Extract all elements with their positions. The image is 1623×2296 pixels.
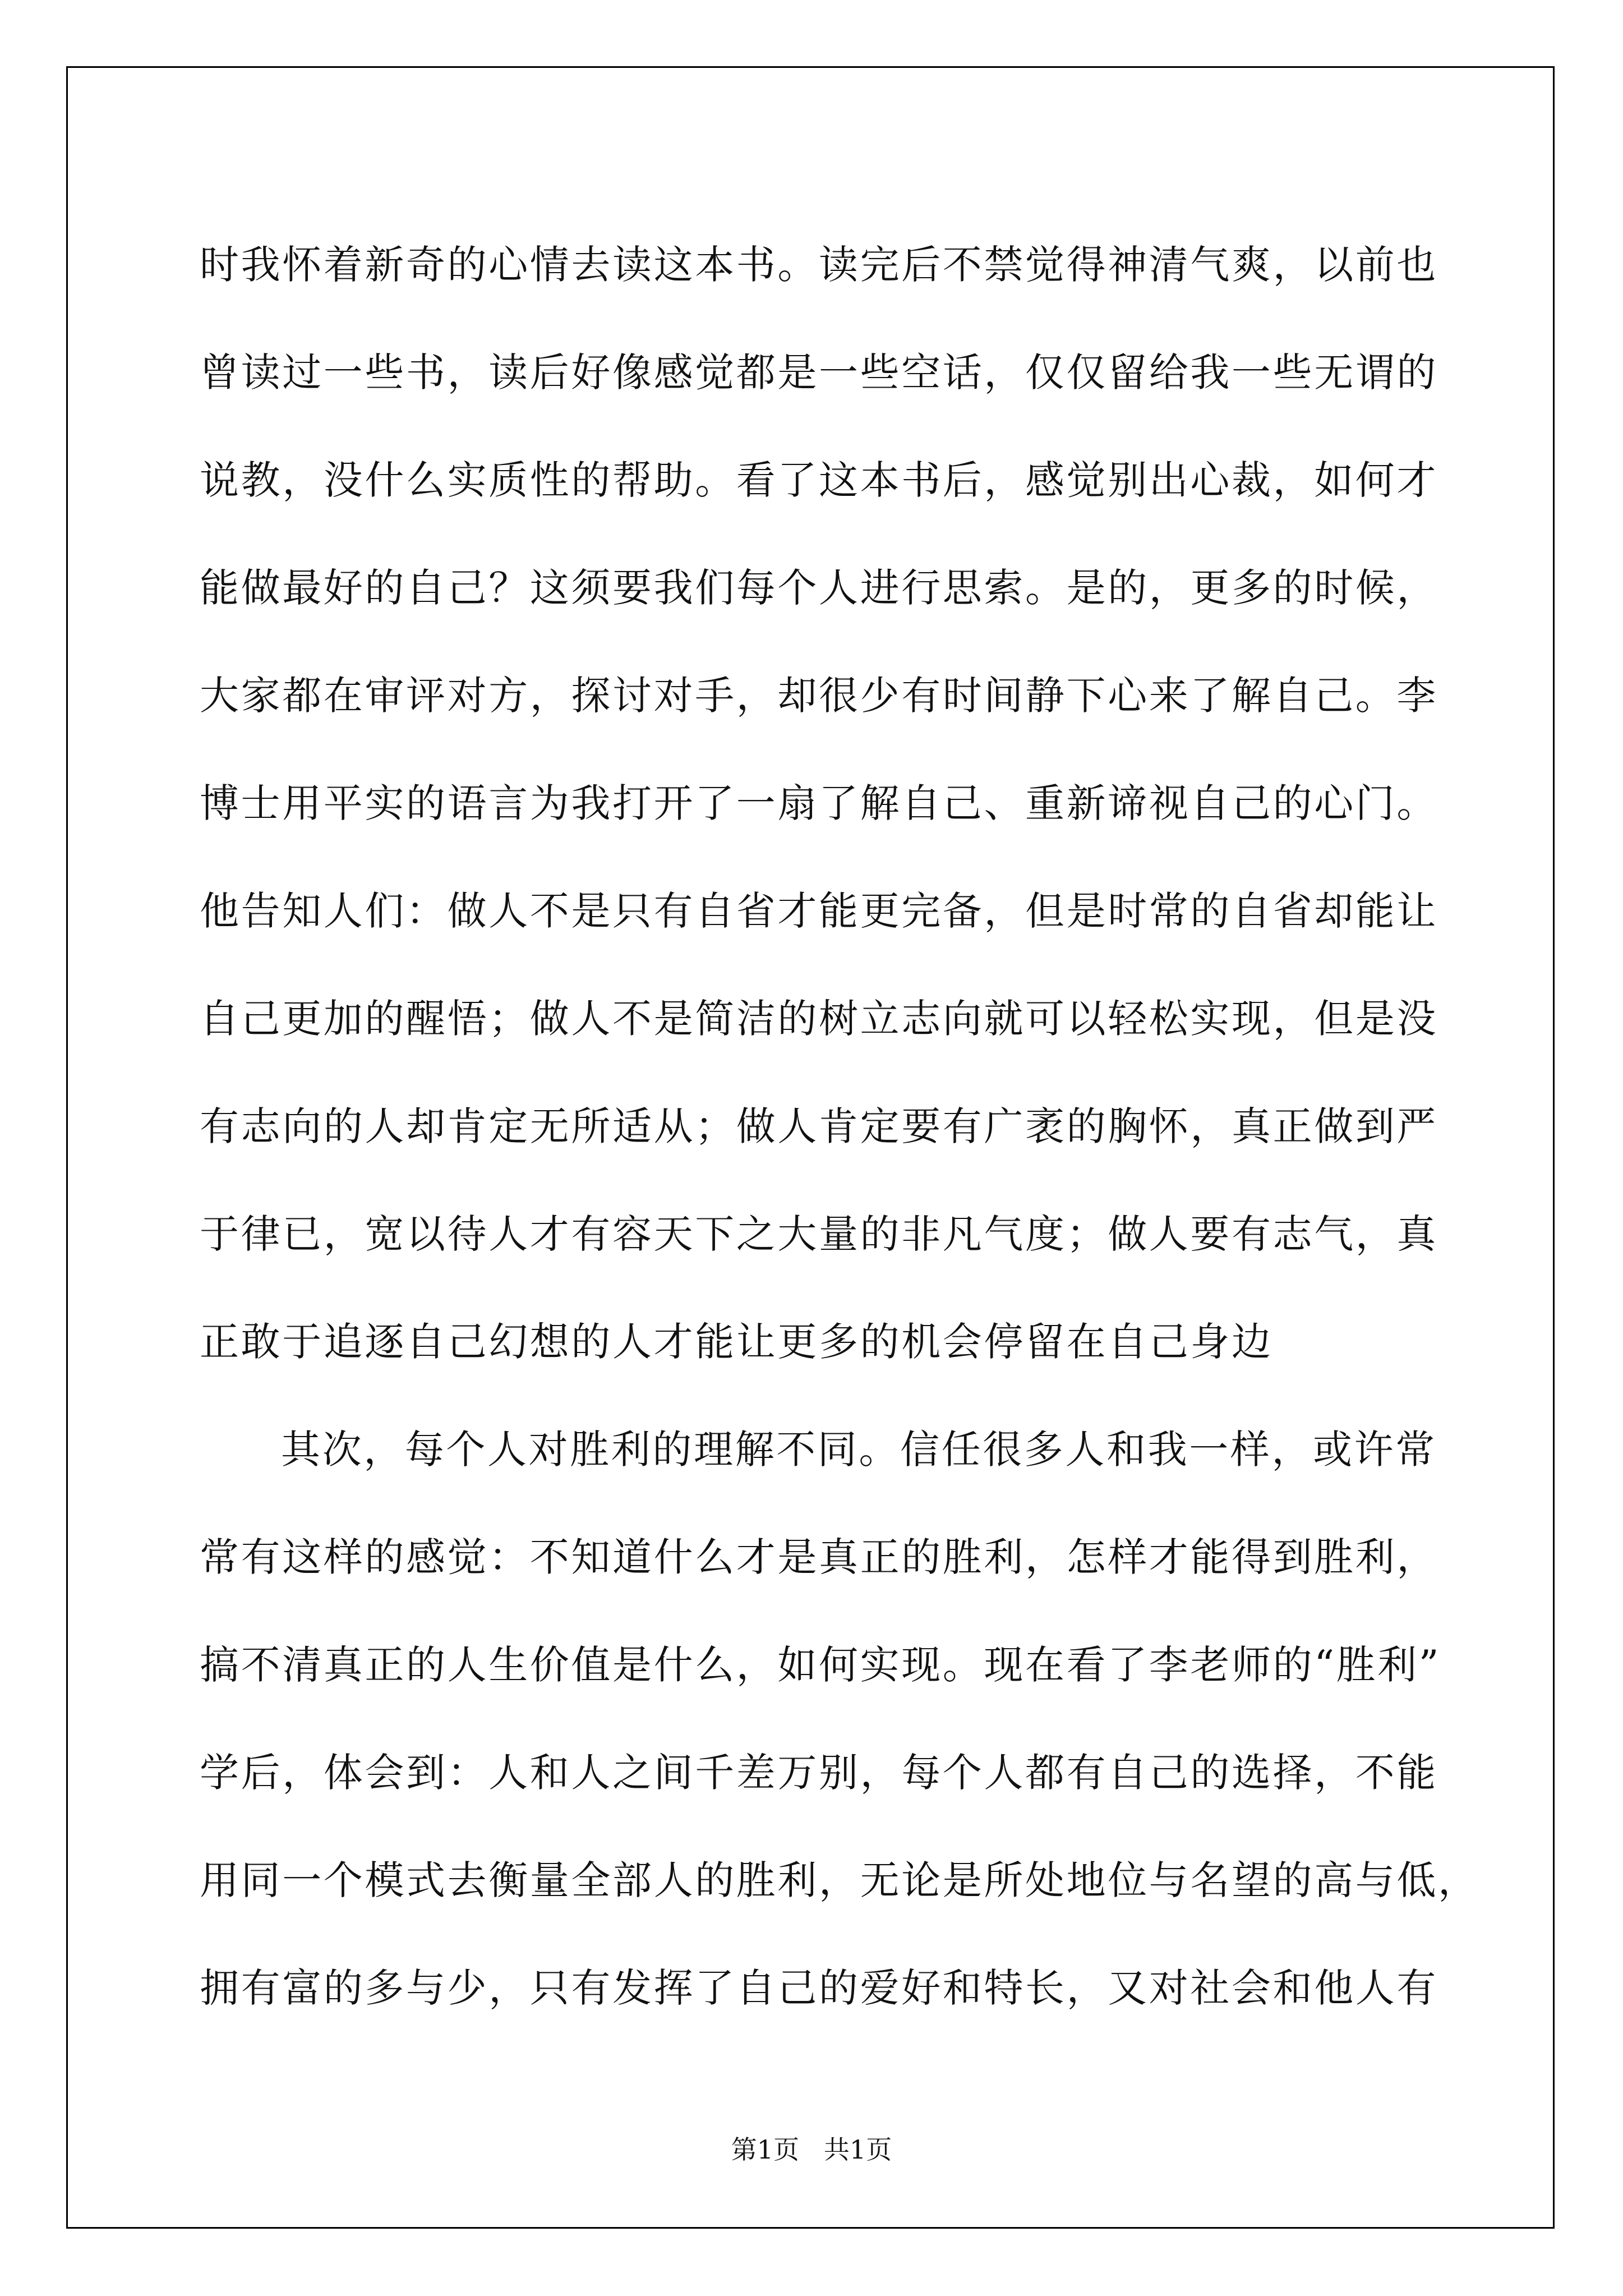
text-line: 拥有富的多与少，只有发挥了自己的爱好和特长，又对社会和他人有 — [200, 1965, 1438, 2011]
text-line: 学后，体会到：人和人之间千差万别，每个人都有自己的选择，不能 — [200, 1750, 1438, 1796]
page-number-footer: 第1页 共1页 — [731, 2134, 892, 2165]
text-line: 自己更加的醒悟；做人不是简洁的树立志向就可以轻松实现，但是没 — [200, 996, 1438, 1042]
paragraph-start-line: 其次，每个人对胜利的理解不同。信任很多人和我一样，或许常 — [281, 1427, 1437, 1473]
text-line: 曾读过一些书，读后好像感觉都是一些空话，仅仅留给我一些无谓的 — [200, 349, 1438, 395]
text-line: 用同一个模式去衡量全部人的胜利，无论是所处地位与名望的高与低， — [200, 1857, 1479, 1903]
text-line: 有志向的人却肯定无所适从；做人肯定要有广袤的胸怀，真正做到严 — [200, 1103, 1438, 1149]
text-line: 时我怀着新奇的心情去读这本书。读完后不禁觉得神清气爽，以前也 — [200, 242, 1438, 288]
text-line: 搞不清真正的人生价值是什么，如何实现。现在看了李老师的“胜利” — [200, 1642, 1441, 1688]
text-line: 于律已，宽以待人才有容天下之大量的非凡气度；做人要有志气，真 — [200, 1211, 1438, 1257]
text-line: 能做最好的自己？这须要我们每个人进行思索。是的，更多的时候， — [200, 565, 1438, 611]
text-line: 大家都在审评对方，探讨对手，却很少有时间静下心来了解自己。李 — [200, 673, 1438, 719]
document-body — [200, 211, 1479, 2042]
text-line: 常有这样的感觉：不知道什么才是真正的胜利，怎样才能得到胜利， — [200, 1534, 1438, 1580]
text-line: 博士用平实的语言为我打开了一扇了解自己、重新谛视自己的心门。 — [200, 780, 1438, 826]
text-line: 他告知人们：做人不是只有自省才能更完备，但是时常的自省却能让 — [200, 888, 1438, 934]
text-line: 说教，没什么实质性的帮助。看了这本书后，感觉别出心裁，如何才 — [200, 457, 1438, 503]
text-line: 正敢于追逐自己幻想的人才能让更多的机会停留在自己身边 — [200, 1319, 1273, 1365]
